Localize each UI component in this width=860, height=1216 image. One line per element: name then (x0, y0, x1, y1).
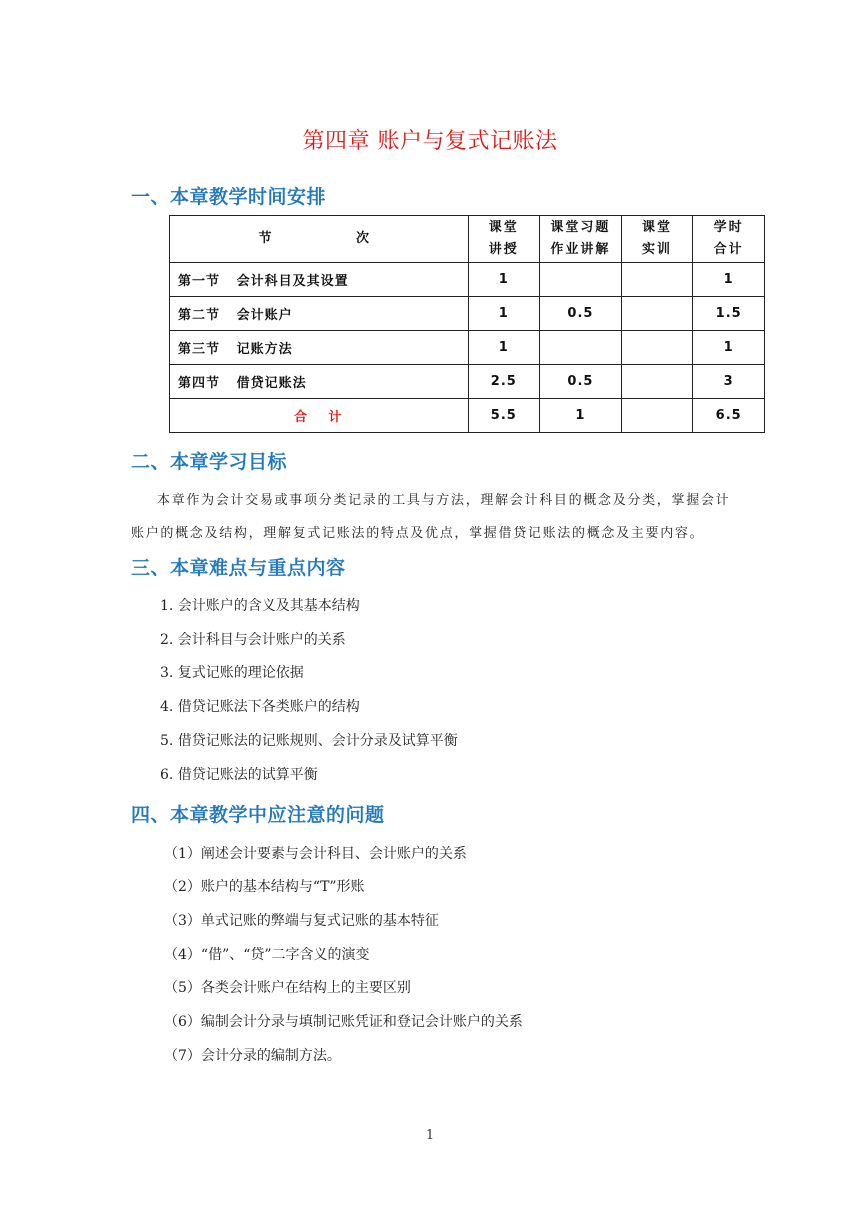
section-heading-teaching-issues: 四、本章教学中应注意的问题 (131, 804, 385, 826)
section-heading-objectives: 二、本章学习目标 (131, 451, 288, 473)
key-point-item: 6. 借贷记账法的试算平衡 (160, 767, 318, 783)
issue-item: （7）会计分录的编制方法。 (164, 1048, 341, 1064)
total-label: 合 计 (170, 399, 469, 433)
row-section-name: 第一节 会计科目及其设置 (170, 263, 469, 297)
issue-item: （2）账户的基本结构与“T”形账 (164, 879, 365, 895)
header-section: 节 次 (170, 216, 469, 263)
row-total-hours: 1.5 (693, 297, 765, 331)
section-heading-key-points: 三、本章难点与重点内容 (131, 557, 346, 579)
table-row (170, 263, 765, 297)
row-exercise-hours (540, 331, 622, 365)
row-lecture-hours: 1 (468, 297, 540, 331)
row-practice-hours (621, 365, 693, 399)
key-point-item: 3. 复式记账的理论依据 (160, 665, 304, 681)
table-total-row (170, 399, 765, 433)
row-total-hours: 1 (693, 331, 765, 365)
total-exercise-hours: 1 (540, 399, 622, 433)
table-row (170, 297, 765, 331)
header-exercise: 课堂习题 作业讲解 (540, 216, 622, 263)
row-exercise-hours (540, 263, 622, 297)
row-lecture-hours: 2.5 (468, 365, 540, 399)
row-practice-hours (621, 263, 693, 297)
key-point-item: 4. 借贷记账法下各类账户的结构 (160, 699, 360, 715)
schedule-header-row (170, 216, 765, 263)
page-number: 1 (425, 1128, 435, 1143)
issue-item: （3）单式记账的弊端与复式记账的基本特征 (164, 913, 439, 929)
section-heading-schedule: 一、本章教学时间安排 (131, 186, 327, 208)
issue-item: （4）“借”、“贷”二字含义的演变 (164, 947, 370, 963)
row-section-name: 第四节 借贷记账法 (170, 365, 469, 399)
key-point-item: 1. 会计账户的含义及其基本结构 (160, 598, 360, 614)
total-practice-hours (621, 399, 693, 433)
row-lecture-hours: 1 (468, 331, 540, 365)
table-row (170, 331, 765, 365)
key-point-item: 5. 借贷记账法的记账规则、会计分录及试算平衡 (160, 733, 458, 749)
objective-paragraph: 本章作为会计交易或事项分类记录的工具与方法，理解会计科目的概念及分类，掌握会计账户的概念及结构，理解复式记账法的特点及优点，掌握借贷记账法的概念及主要内容。 (131, 493, 731, 541)
key-point-item: 2. 会计科目与会计账户的关系 (160, 632, 346, 648)
chapter-title: 第四章 账户与复式记账法 (302, 129, 558, 154)
issue-item: （6）编制会计分录与填制记账凭证和登记会计账户的关系 (164, 1014, 523, 1030)
row-section-name: 第二节 会计账户 (170, 297, 469, 331)
row-total-hours: 1 (693, 263, 765, 297)
header-lecture: 课堂 讲授 (468, 216, 540, 263)
row-practice-hours (621, 331, 693, 365)
total-lecture-hours: 5.5 (468, 399, 540, 433)
schedule-table (169, 215, 765, 433)
row-section-name: 第三节 记账方法 (170, 331, 469, 365)
issue-item: （5）各类会计账户在结构上的主要区别 (164, 980, 411, 996)
row-practice-hours (621, 297, 693, 331)
header-practice: 课堂 实训 (621, 216, 693, 263)
row-lecture-hours: 1 (468, 263, 540, 297)
table-row (170, 365, 765, 399)
header-total-hours: 学时 合计 (693, 216, 765, 263)
issue-item: （1）阐述会计要素与会计科目、会计账户的关系 (164, 846, 467, 862)
row-exercise-hours: 0.5 (540, 297, 622, 331)
row-total-hours: 3 (693, 365, 765, 399)
row-exercise-hours: 0.5 (540, 365, 622, 399)
total-hours: 6.5 (693, 399, 765, 433)
